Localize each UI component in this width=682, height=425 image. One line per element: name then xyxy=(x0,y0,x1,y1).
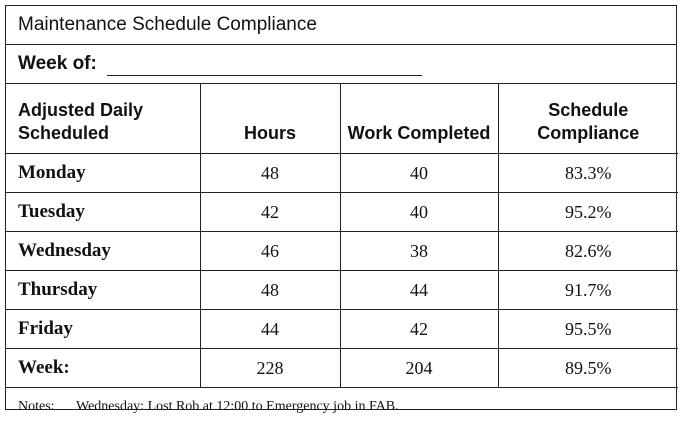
row-hours: 46 xyxy=(200,232,340,271)
row-schedule-compliance: 82.6% xyxy=(498,232,678,271)
column-header-work-completed: Work Completed xyxy=(340,84,498,154)
row-schedule-compliance: 91.7% xyxy=(498,271,678,310)
column-header-hours: Hours xyxy=(200,84,340,154)
table-row xyxy=(6,154,678,193)
row-day: Tuesday xyxy=(6,193,200,232)
row-day: Week: xyxy=(6,349,200,388)
row-work-completed: 40 xyxy=(340,154,498,193)
row-hours: 228 xyxy=(200,349,340,388)
row-schedule-compliance: 95.2% xyxy=(498,193,678,232)
row-day: Wednesday xyxy=(6,232,200,271)
week-of-label: Week of: xyxy=(18,53,97,74)
week-of-row xyxy=(6,45,676,84)
row-work-completed: 44 xyxy=(340,271,498,310)
notes-text: Wednesday: Lost Rob at 12:00 to Emergency job in FAB. xyxy=(76,398,399,414)
row-work-completed: 42 xyxy=(340,310,498,349)
table-row xyxy=(6,310,678,349)
row-hours: 44 xyxy=(200,310,340,349)
table-row xyxy=(6,193,678,232)
row-day: Monday xyxy=(6,154,200,193)
row-day: Friday xyxy=(6,310,200,349)
row-schedule-compliance: 83.3% xyxy=(498,154,678,193)
row-hours: 48 xyxy=(200,154,340,193)
form-title: Maintenance Schedule Compliance xyxy=(18,14,317,35)
week-of-blank-line xyxy=(107,53,422,76)
compliance-form xyxy=(5,5,677,414)
table-row-week-total xyxy=(6,349,678,388)
row-work-completed: 204 xyxy=(340,349,498,388)
column-header-adjusted-daily-scheduled: Adjusted Daily Scheduled xyxy=(6,84,200,154)
row-schedule-compliance: 89.5% xyxy=(498,349,678,388)
notes-row xyxy=(6,388,676,425)
table-row xyxy=(6,232,678,271)
table-row xyxy=(6,271,678,310)
notes-label: Notes: xyxy=(18,398,55,414)
table-header-row xyxy=(6,84,678,154)
row-schedule-compliance: 95.5% xyxy=(498,310,678,349)
row-work-completed: 40 xyxy=(340,193,498,232)
row-work-completed: 38 xyxy=(340,232,498,271)
row-day: Thursday xyxy=(6,271,200,310)
compliance-table xyxy=(6,84,678,388)
row-hours: 42 xyxy=(200,193,340,232)
form-title-row xyxy=(6,6,676,45)
column-header-schedule-compliance: Schedule Compliance xyxy=(498,84,678,154)
row-hours: 48 xyxy=(200,271,340,310)
